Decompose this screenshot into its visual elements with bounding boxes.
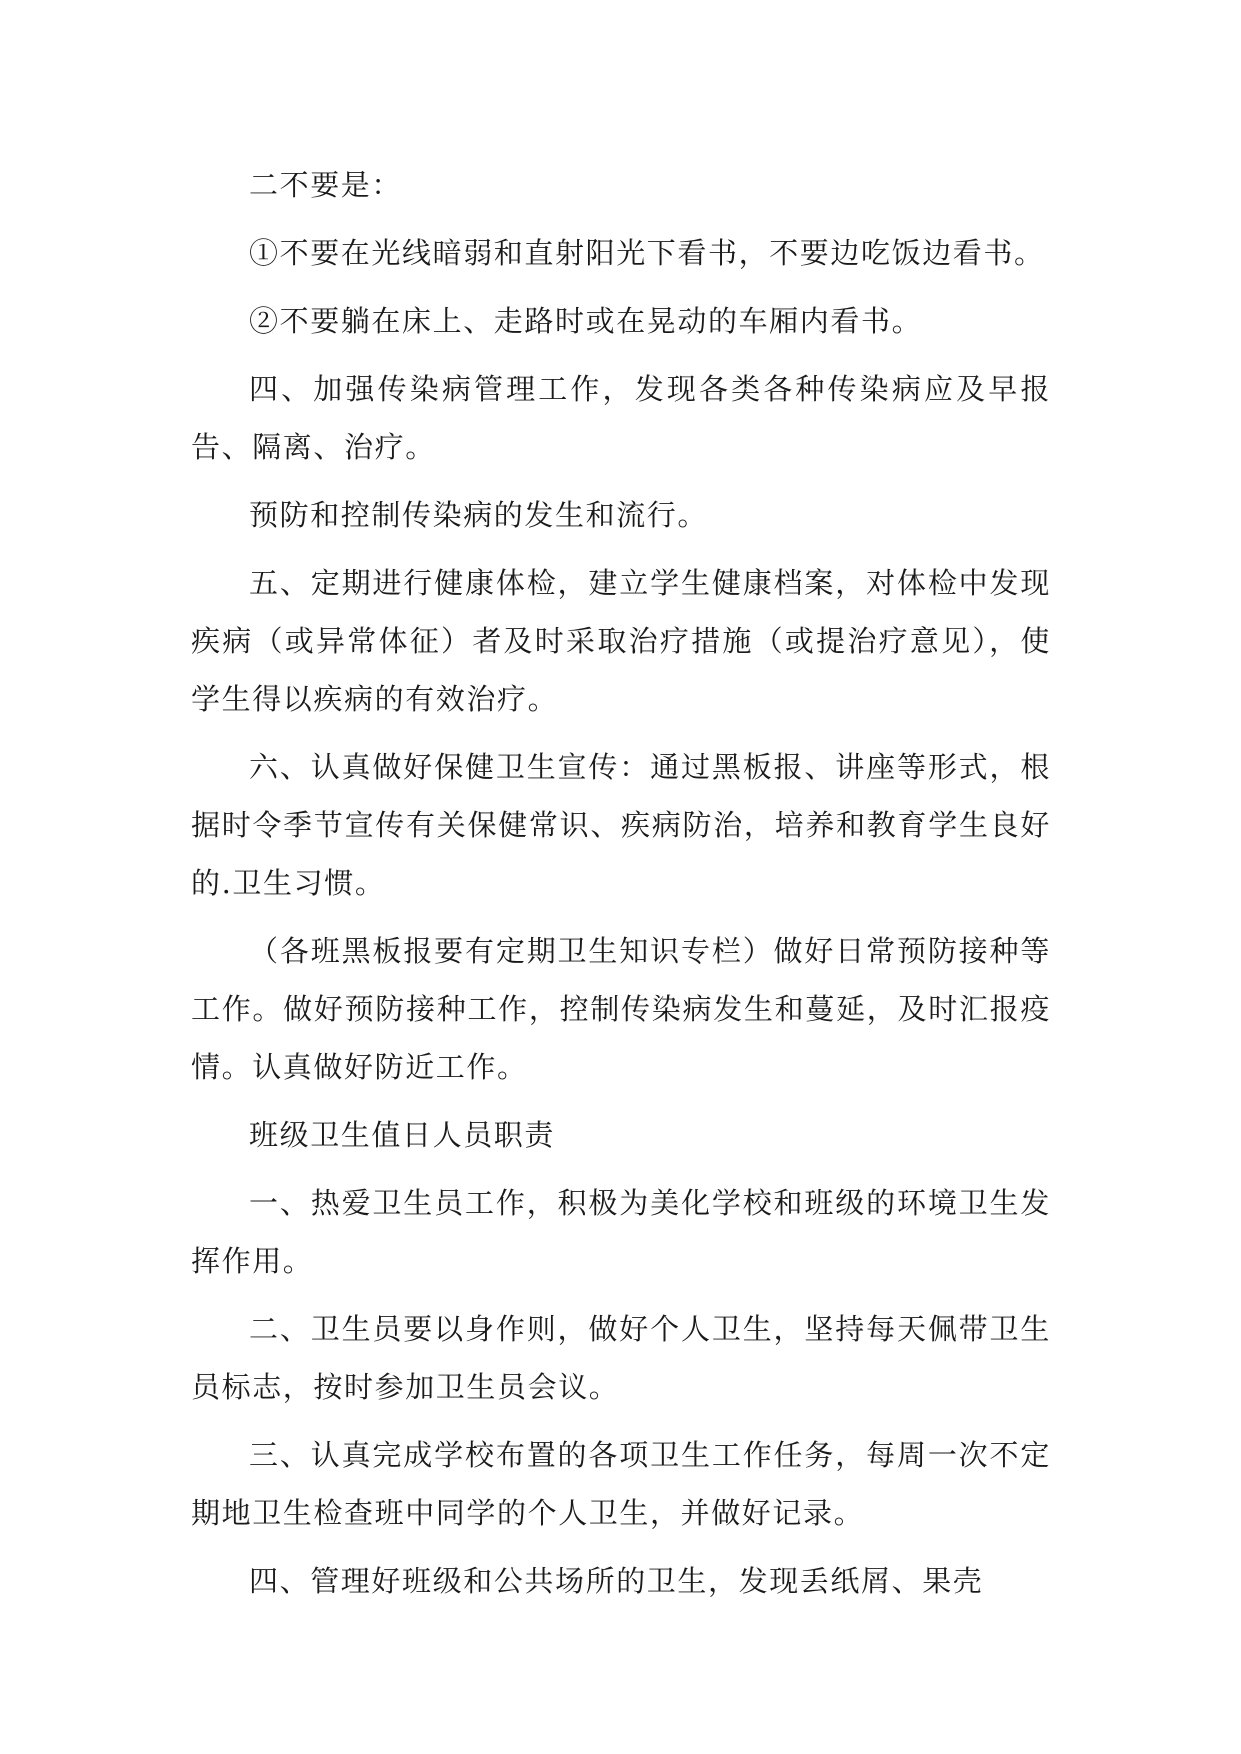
paragraph-prevent-infectious-disease: 预防和控制传染病的发生和流行。 bbox=[249, 498, 709, 532]
paragraph-dont-read-lying-down: ②不要躺在床上、走路时或在晃动的车厢内看书。 bbox=[249, 304, 923, 338]
paragraph-dont-read-in-dim-light: ①不要在光线暗弱和直射阳光下看书，不要边吃饭边看书。 bbox=[249, 236, 1045, 270]
section-title-duty-responsibilities: 班级卫生值日人员职责 bbox=[249, 1118, 556, 1152]
paragraph-duty-one: 一、热爱卫生员工作，积极为美化学校和班级的环境卫生发挥作用。 bbox=[191, 1186, 1051, 1278]
paragraph-duty-four: 四、管理好班级和公共场所的卫生，发现丢纸屑、果壳 bbox=[249, 1564, 984, 1598]
document-page bbox=[191, 156, 1051, 1620]
paragraph-blackboard-column: （各班黑板报要有定期卫生知识专栏）做好日常预防接种等工作。做好预防接种工作，控制传染病发生和蔓延，及时汇报疫情。认真做好防近工作。 bbox=[191, 934, 1051, 1084]
paragraph-infectious-disease-management: 四、加强传染病管理工作，发现各类各种传染病应及早报告、隔离、治疗。 bbox=[191, 372, 1051, 464]
paragraph-duty-three: 三、认真完成学校布置的各项卫生工作任务，每周一次不定期地卫生检查班中同学的个人卫生，并做好记录。 bbox=[191, 1438, 1051, 1530]
paragraph-health-checkups: 五、定期进行健康体检，建立学生健康档案，对体检中发现疾病（或异常体征）者及时采取治疗措施（或提治疗意见），使学生得以疾病的有效治疗。 bbox=[191, 566, 1051, 716]
paragraph-duty-two: 二、卫生员要以身作则，做好个人卫生，坚持每天佩带卫生员标志，按时参加卫生员会议。 bbox=[191, 1312, 1051, 1404]
paragraph-health-promotion: 六、认真做好保健卫生宣传：通过黑板报、讲座等形式，根据时令季节宣传有关保健常识、疾病防治，培养和教育学生良好的.卫生习惯。 bbox=[191, 750, 1051, 900]
paragraph-two-donts-heading: 二不要是： bbox=[249, 168, 403, 202]
